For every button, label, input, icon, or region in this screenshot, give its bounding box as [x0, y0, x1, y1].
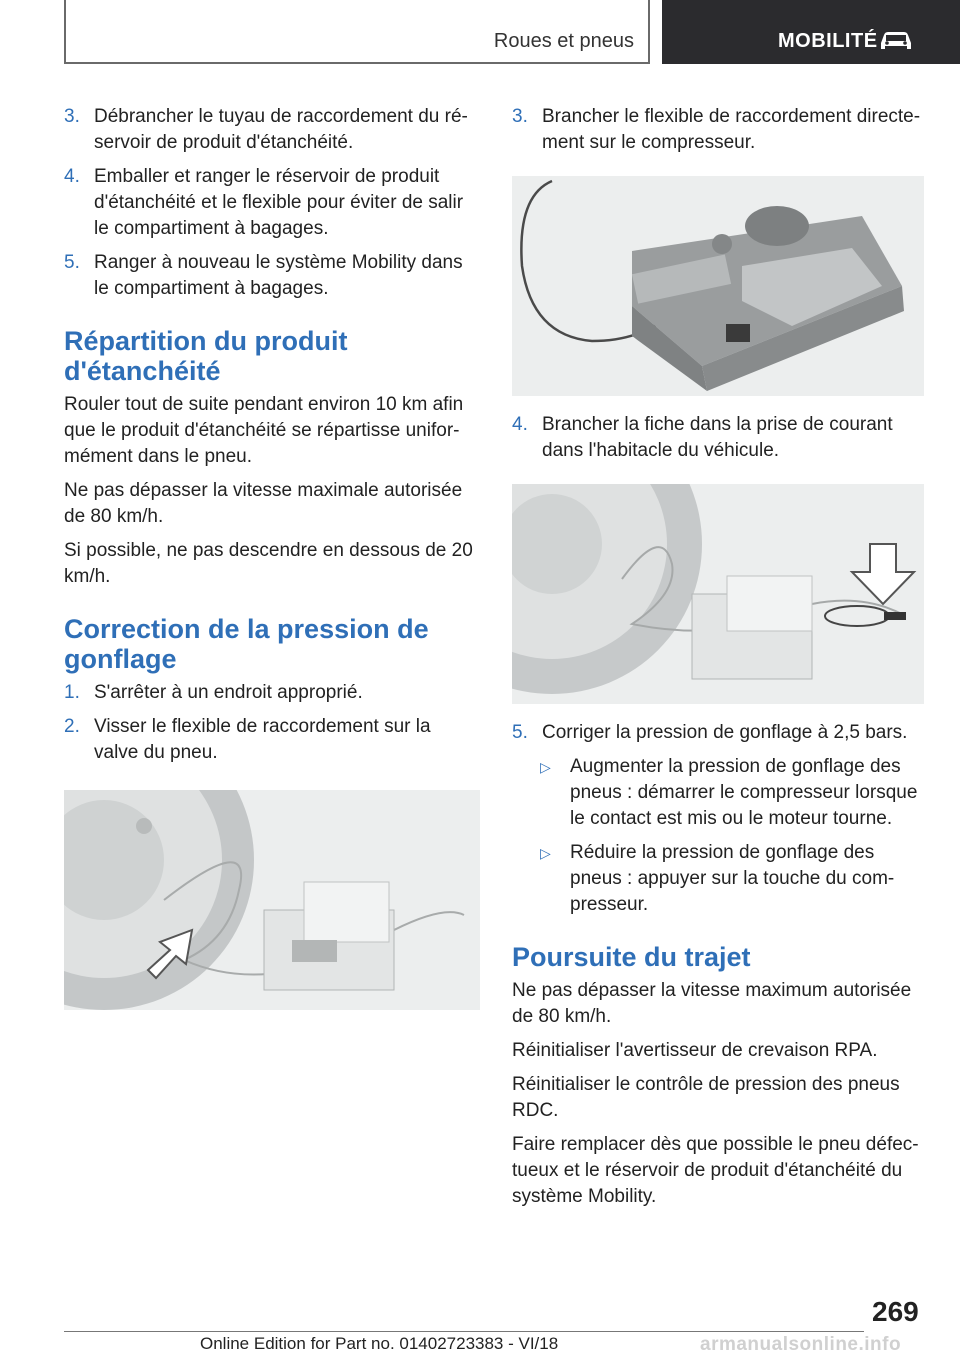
- step-3-left: [64, 104, 480, 156]
- paragraph: Si possible, ne pas descendre en dessous de 20 km/h.: [64, 540, 473, 587]
- illustration-compressor: [512, 176, 924, 396]
- substep-reduce-pressure: [512, 840, 924, 918]
- right-column: [512, 104, 924, 1218]
- step-number: 5.: [64, 252, 80, 273]
- step-text: Corriger la pression de gonflage à 2,5 bars.: [542, 722, 908, 743]
- step-number: 4.: [512, 414, 528, 435]
- step-1-left: [64, 680, 480, 706]
- substep-text: Augmenter la pression de gonflage des pneus : démarrer le compresseur lorsque le contact est mis ou le moteur tourne.: [570, 756, 918, 829]
- step-number: 3.: [64, 106, 80, 127]
- left-column: [64, 104, 480, 1026]
- step-4-right: [512, 412, 924, 464]
- header-section-frame: [64, 0, 650, 64]
- step-number: 2.: [64, 716, 80, 737]
- step-text: S'arrêter à un endroit approprié.: [94, 682, 363, 703]
- step-text: Ranger à nouveau le système Mobility dans le compartiment à bagages.: [94, 252, 463, 299]
- paragraph: Faire remplacer dès que possible le pneu défectueux et le réservoir de produit d'étanchéité du système Mobility.: [512, 1134, 919, 1207]
- tire-valve-illustration: [64, 790, 480, 1010]
- compressor-illustration: [512, 176, 924, 396]
- illustration-valve-connection: [64, 790, 480, 1010]
- step-text: Brancher le flexible de raccordement directement sur le compresseur.: [542, 106, 921, 153]
- paragraph: Ne pas dépasser la vitesse maximale autorisée de 80 km/h.: [64, 480, 463, 527]
- section-title: Roues et pneus: [493, 30, 634, 52]
- step-text: Emballer et ranger le réservoir de produit d'étanchéité et le flexible pour éviter de salir le compartiment à bagages.: [94, 166, 464, 239]
- paragraph: Réinitialiser l'avertisseur de crevaison RPA.: [512, 1040, 878, 1061]
- car-icon: [878, 28, 914, 52]
- heading-poursuite: Poursuite du trajet: [512, 942, 751, 972]
- step-text: Brancher la fiche dans la prise de courant dans l'habitacle du véhicule.: [542, 414, 893, 461]
- footer-divider: [64, 1331, 864, 1332]
- chapter-tab[interactable]: [662, 0, 960, 64]
- step-text: Visser le flexible de raccordement sur la valve du pneu.: [94, 716, 431, 763]
- step-text: Débrancher le tuyau de raccordement du réservoir de produit d'étanchéité.: [94, 106, 468, 153]
- power-plug-illustration: [512, 484, 924, 704]
- step-2-left: [64, 714, 480, 766]
- step-4-left: [64, 164, 480, 242]
- triangle-bullet-icon: ▷: [540, 759, 551, 775]
- paragraph: Ne pas dépasser la vitesse maximum autorisée de 80 km/h.: [512, 980, 912, 1027]
- step-number: 3.: [512, 106, 528, 127]
- heading-repartition: Répartition du produit d'étanchéité: [64, 326, 348, 386]
- illustration-power-plug: [512, 484, 924, 704]
- step-number: 4.: [64, 166, 80, 187]
- step-3-right: [512, 104, 924, 156]
- chapter-title: MOBILITÉ: [778, 30, 878, 52]
- triangle-bullet-icon: ▷: [540, 845, 551, 861]
- heading-correction: Correction de la pression de gonflage: [64, 614, 429, 674]
- step-5-left: [64, 250, 480, 302]
- substep-increase-pressure: [512, 754, 924, 832]
- paragraph: Rouler tout de suite pendant environ 10 km afin que le produit d'étanchéité se répartisse uniformément dans le pneu.: [64, 394, 464, 467]
- paragraph: Réinitialiser le contrôle de pression des pneus RDC.: [512, 1074, 900, 1121]
- page-number: 269: [872, 1296, 919, 1327]
- edition-note: Online Edition for Part no. 01402723383 - VI/18: [200, 1334, 559, 1353]
- step-number: 5.: [512, 722, 528, 743]
- substep-text: Réduire la pression de gonflage des pneus : appuyer sur la touche du compresseur.: [570, 842, 895, 915]
- step-number: 1.: [64, 682, 80, 703]
- step-5-right: [512, 720, 924, 746]
- watermark: armanualsonline.info: [700, 1334, 902, 1355]
